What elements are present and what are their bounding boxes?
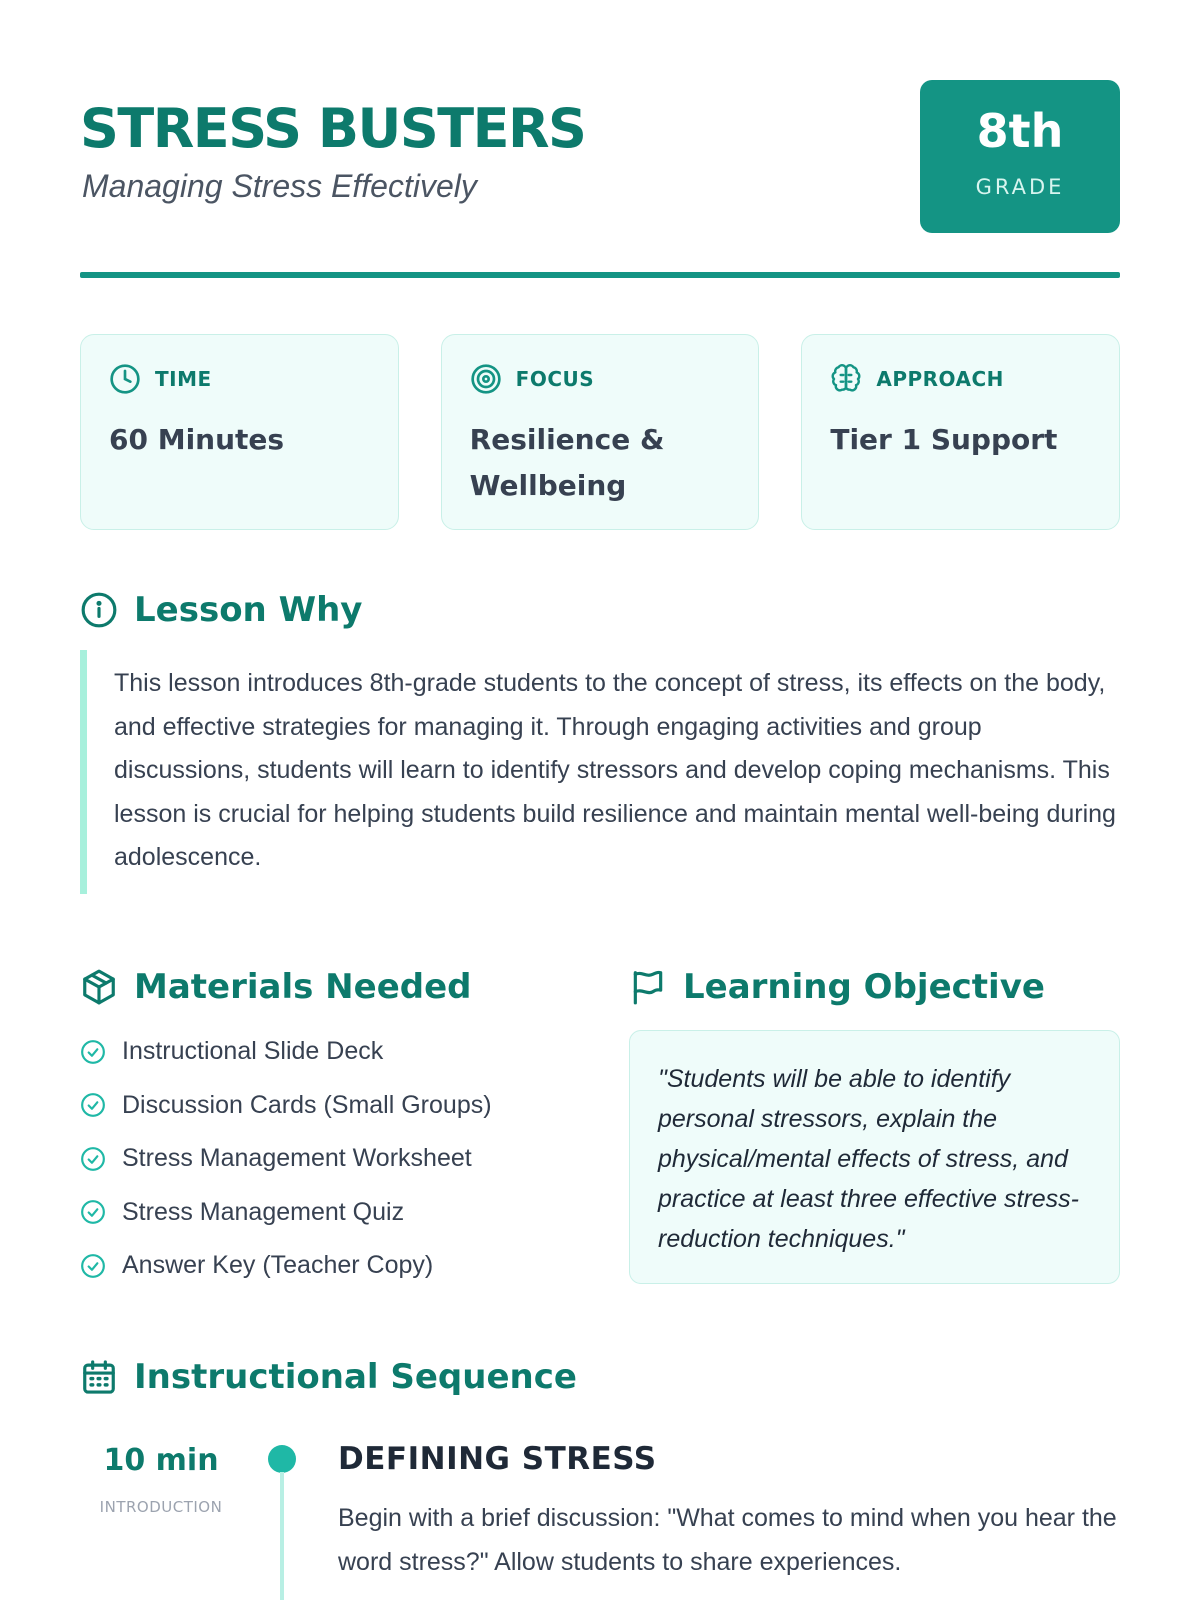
grade-badge bbox=[920, 80, 1120, 233]
lesson-why-title: Lesson Why bbox=[134, 590, 363, 630]
material-label: Discussion Cards (Small Groups) bbox=[122, 1090, 492, 1119]
check-circle-icon bbox=[80, 1039, 106, 1065]
sequence-heading bbox=[80, 1357, 577, 1397]
sequence-title: Instructional Sequence bbox=[134, 1357, 577, 1397]
objective-title: Learning Objective bbox=[683, 967, 1045, 1007]
list-item bbox=[80, 1186, 560, 1240]
timeline-line bbox=[280, 1472, 284, 1600]
check-circle-icon bbox=[80, 1092, 106, 1118]
objective-heading bbox=[629, 967, 1045, 1007]
lesson-why-text: This lesson introduces 8th-grade students to the concept of stress, its effects on the body, and effective strategies for managing it. Through engaging activities and group discussions, students will learn to identify stressors and develop coping mechanisms. This lesson is crucial for helping students build resilience and maintain mental well-being during adolescence. bbox=[80, 650, 1120, 894]
info-cards bbox=[80, 334, 1120, 530]
timeline-dot bbox=[268, 1445, 296, 1473]
check-circle-icon bbox=[80, 1253, 106, 1279]
page-subtitle: Managing Stress Effectively bbox=[82, 168, 477, 204]
lesson-why-heading bbox=[80, 590, 362, 630]
flag-icon bbox=[629, 968, 667, 1006]
materials-list bbox=[80, 1025, 560, 1293]
material-label: Instructional Slide Deck bbox=[122, 1037, 384, 1066]
material-label: Answer Key (Teacher Copy) bbox=[122, 1251, 434, 1280]
sequence-step-time bbox=[80, 1443, 242, 1516]
time-label: TIME bbox=[155, 367, 212, 391]
material-label: Stress Management Quiz bbox=[122, 1197, 405, 1226]
focus-value: Resilience & Wellbeing bbox=[469, 423, 665, 502]
list-item bbox=[80, 1025, 560, 1079]
step-description: Begin with a brief discussion: "What comes to mind when you hear the word stress?" Allow students to share experiences. bbox=[338, 1504, 1117, 1576]
header-divider bbox=[80, 272, 1120, 278]
list-item bbox=[80, 1079, 560, 1133]
grade-number: 8th bbox=[976, 104, 1064, 158]
focus-label: FOCUS bbox=[515, 367, 595, 391]
target-icon bbox=[470, 363, 502, 395]
time-value: 60 Minutes bbox=[109, 423, 285, 456]
grade-label: GRADE bbox=[975, 175, 1065, 199]
materials-heading bbox=[80, 967, 472, 1007]
check-circle-icon bbox=[80, 1146, 106, 1172]
approach-label: APPROACH bbox=[876, 367, 1004, 391]
objective-quote: "Students will be able to identify personal stressors, explain the physical/mental effects of stress, and practice at least three effective stress-reduction techniques." bbox=[629, 1030, 1120, 1284]
approach-value: Tier 1 Support bbox=[830, 423, 1058, 456]
list-item bbox=[80, 1239, 560, 1293]
step-title: DEFINING STRESS bbox=[338, 1441, 657, 1477]
header bbox=[80, 80, 1120, 234]
info-icon bbox=[80, 591, 118, 629]
calendar-icon bbox=[80, 1358, 118, 1396]
materials-title: Materials Needed bbox=[134, 967, 472, 1007]
focus-card bbox=[441, 334, 760, 530]
list-item bbox=[80, 1132, 560, 1186]
time-card bbox=[80, 334, 399, 530]
step-phase: INTRODUCTION bbox=[99, 1498, 223, 1516]
material-label: Stress Management Worksheet bbox=[122, 1144, 472, 1173]
check-circle-icon bbox=[80, 1199, 106, 1225]
step-duration: 10 min bbox=[103, 1443, 219, 1478]
page-title: STRESS BUSTERS bbox=[80, 97, 586, 160]
brain-icon bbox=[830, 363, 862, 395]
clock-icon bbox=[109, 363, 141, 395]
package-icon bbox=[80, 968, 118, 1006]
approach-card bbox=[801, 334, 1120, 530]
